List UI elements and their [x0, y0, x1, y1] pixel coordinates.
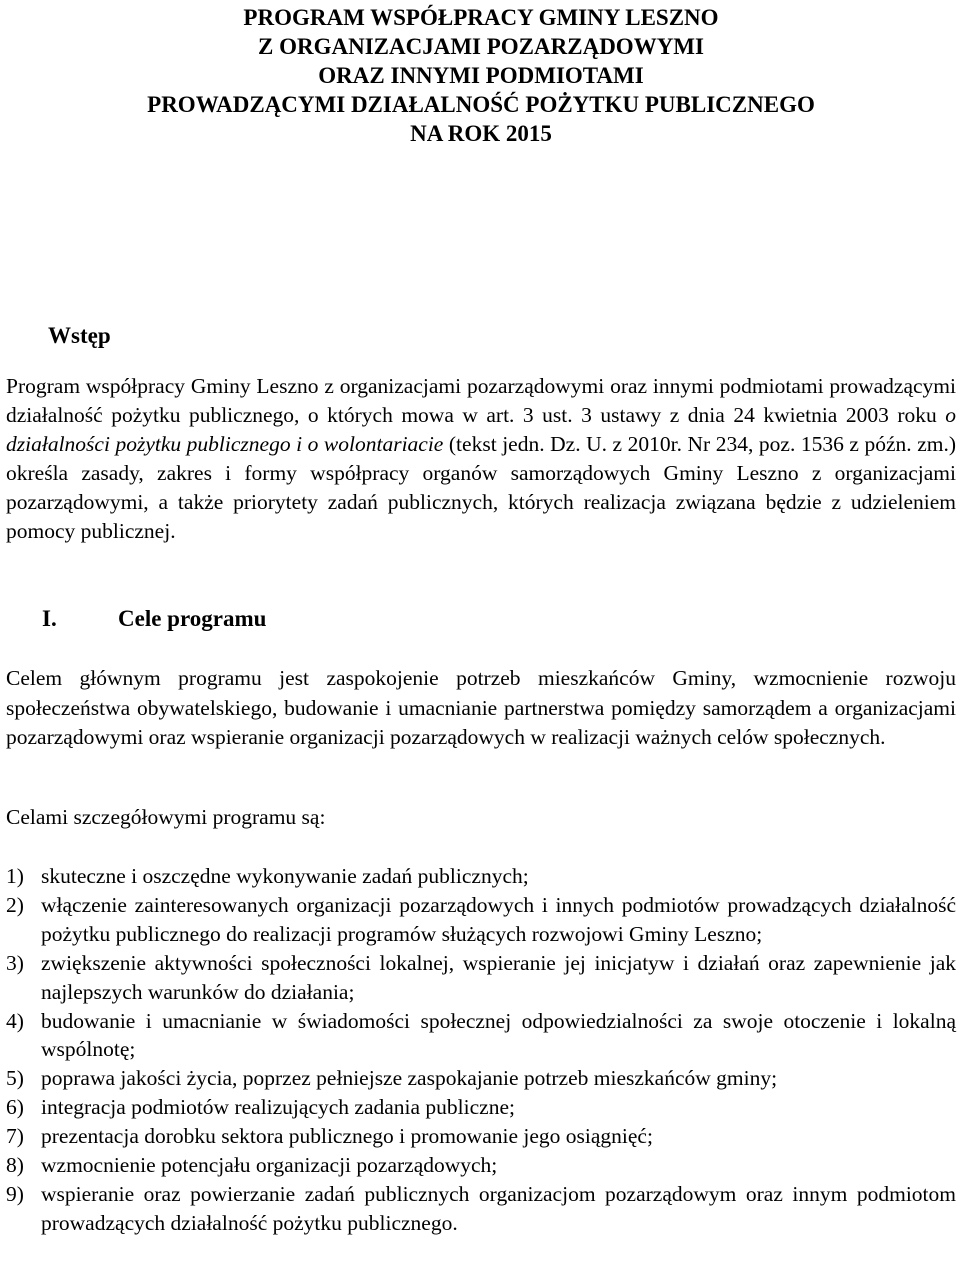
list-item: [6, 891, 956, 949]
section-number: I.: [42, 606, 57, 631]
title-line: Z ORGANIZACJAMI POZARZĄDOWYMI: [258, 34, 704, 59]
intro-text-part-2: (tekst jedn. Dz. U. z 2010r. Nr 234, poz. 1536 z późn. zm.) określa zasady, zakres i formy współpracy organów samorządowych Gminy Leszno z organizacjami pozarządowymi, a także priorytety zadań publicznych, których realizacja związana będzie z udzieleniem pomocy publicznej.: [6, 432, 957, 543]
list-item-text: skuteczne i oszczędne wykonywanie zadań publicznych;: [41, 864, 529, 888]
list-item: [6, 862, 956, 891]
list-item-text: wspieranie oraz powierzanie zadań publicznych organizacjom pozarządowym oraz innym podmiotom prowadzących działalność pożytku publicznego.: [41, 1181, 956, 1235]
title-line: PROGRAM WSPÓŁPRACY GMINY LESZNO: [243, 5, 719, 30]
main-goal-paragraph: Celem głównym programu jest zaspokojenie potrzeb mieszkańców Gminy, wzmocnienie rozwoju społeczeństwa obywatelskiego, budowanie i umacnianie partnerstwa pomiędzy samorządem a organizacjami pozarządowymi oraz wspieranie organizacji pozarządowych w realizacji ważnych celów społecznych.: [6, 666, 956, 750]
list-item-number: 2): [6, 892, 24, 917]
act-title-italic: o działalności pożytku publicznego i o wolontariacie: [6, 403, 956, 456]
section-heading-goals: [42, 605, 266, 633]
objectives-intro: Celami szczegółowymi programu są:: [6, 805, 326, 829]
list-item-number: 9): [6, 1181, 24, 1206]
list-item-number: 6): [6, 1095, 24, 1120]
list-item-number: 3): [6, 950, 24, 975]
list-item-number: 1): [6, 864, 24, 888]
list-item: [6, 949, 956, 1007]
list-item-number: 5): [6, 1066, 24, 1091]
list-item: [6, 1064, 956, 1093]
intro-heading: Wstęp: [48, 323, 111, 348]
list-item-text: prezentacja dorobku sektora publicznego i promowanie jego osiągnięć;: [41, 1124, 653, 1149]
list-item: [6, 1151, 956, 1180]
intro-text-part-1: Program współpracy Gminy Leszno z organizacjami pozarządowymi oraz innymi podmiotami prowadzącymi działalność pożytku publicznego, o których mowa w art. 3 ust. 3 ustawy z dnia 24 kwietnia 2003 roku: [6, 374, 956, 427]
list-item-number: 7): [6, 1124, 24, 1149]
list-item: [6, 1180, 956, 1238]
list-item: [6, 1093, 956, 1122]
objectives-list: [6, 862, 956, 1238]
list-item-text: poprawa jakości życia, poprzez pełniejsze zaspokajanie potrzeb mieszkańców gminy;: [41, 1066, 778, 1091]
document-title: [6, 3, 956, 148]
list-item-text: zwiększenie aktywności społeczności lokalnej, wspieranie jej inicjatyw i działań oraz zapewnienie jak najlepszych warunków do działania;: [41, 950, 956, 1004]
list-item-number: 8): [6, 1153, 24, 1178]
list-item-text: wzmocnienie potencjału organizacji pozarządowych;: [41, 1153, 498, 1178]
title-line: NA ROK 2015: [410, 121, 552, 146]
list-item-text: włączenie zainteresowanych organizacji pozarządowych i innych podmiotów prowadzących działalność pożytku publicznego do realizacji programów służących rozwojowi Gminy Leszno;: [41, 892, 956, 946]
section-title: Cele programu: [118, 606, 267, 631]
list-item: [6, 1007, 956, 1065]
title-line: ORAZ INNYMI PODMIOTAMI: [318, 63, 644, 88]
list-item: [6, 1122, 956, 1151]
list-item-text: integracja podmiotów realizujących zadania publiczne;: [41, 1095, 515, 1120]
intro-paragraph: [6, 372, 956, 546]
list-item-number: 4): [6, 1008, 24, 1033]
list-item-text: budowanie i umacnianie w świadomości społecznej odpowiedzialności za swoje otoczenie i lokalną wspólnotę;: [41, 1008, 956, 1062]
title-line: PROWADZĄCYMI DZIAŁALNOŚĆ POŻYTKU PUBLICZNEGO: [147, 92, 815, 117]
